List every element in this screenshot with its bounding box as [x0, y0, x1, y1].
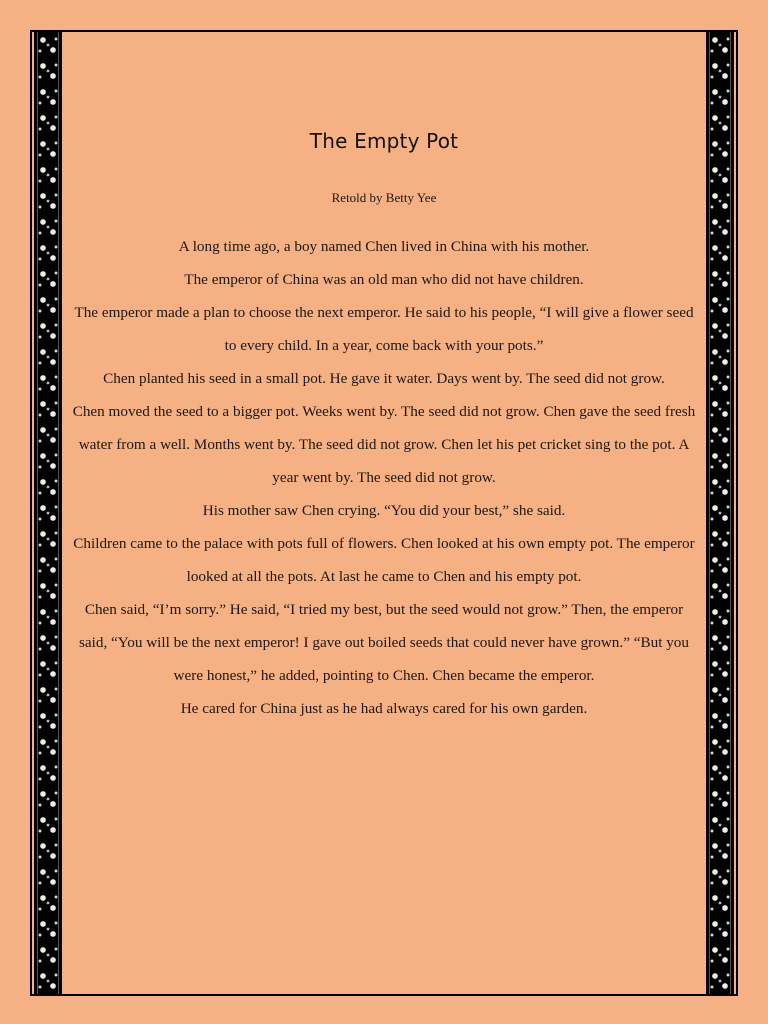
story-title: The Empty Pot — [309, 129, 459, 153]
decorative-frame — [30, 30, 738, 996]
left-floral-border — [34, 32, 62, 994]
story-paragraph: The emperor made a plan to choose the next emperor. He said to his people, “I will give a flower seed to every child. In a year, come back with your pots.” — [74, 304, 694, 354]
story-paragraph: Chen moved the seed to a bigger pot. Weeks went by. The seed did not grow. Chen gave the seed fresh water from a well. Months went by. The seed did not grow. Chen let his pet cricket sing to the pot. A year went by. The seed did not grow. — [72, 403, 696, 486]
story-paragraph: Chen planted his seed in a small pot. He gave it water. Days went by. The seed did not grow. — [103, 370, 665, 387]
right-floral-border — [706, 32, 734, 994]
document-content — [64, 32, 704, 994]
story-paragraph: He cared for China just as he had always cared for his own garden. — [180, 700, 588, 717]
story-paragraph: The emperor of China was an old man who did not have children. — [184, 271, 584, 288]
story-paragraph: Children came to the palace with pots full of flowers. Chen looked at his own empty pot. The emperor looked at all the pots. At last he came to Chen and his empty pot. — [73, 535, 695, 585]
story-body — [70, 230, 698, 725]
story-paragraph: A long time ago, a boy named Chen lived in China with his mother. — [178, 238, 590, 255]
story-byline: Retold by Betty Yee — [331, 190, 437, 205]
story-paragraph: His mother saw Chen crying. “You did your best,” she said. — [202, 502, 566, 519]
story-paragraph: Chen said, “I’m sorry.” He said, “I tried my best, but the seed would not grow.” Then, the emperor said, “You will be the next emperor! I gave out boiled seeds that could never have grown.” “But you were honest,” he added, pointing to Chen. Chen became the emperor. — [78, 601, 689, 684]
